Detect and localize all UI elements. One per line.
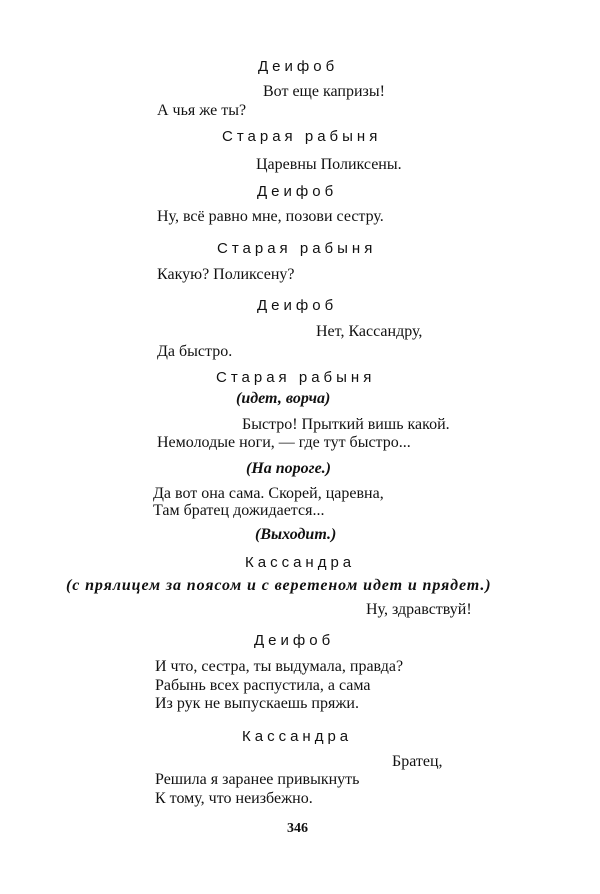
verse-line: Ну, всё равно мне, позови сестру.	[157, 208, 384, 225]
verse-line: Немолодые ноги, — где тут быстро...	[157, 434, 411, 451]
speaker-name: Кассандра	[242, 728, 353, 745]
stage-direction: (На пороге.)	[246, 460, 332, 477]
speaker-name: Кассандра	[245, 554, 356, 571]
verse-line: Нет, Кассандру,	[316, 323, 423, 340]
speaker-name: Деифоб	[257, 297, 338, 314]
verse-line: Царевны Поликсены.	[256, 156, 402, 173]
verse-line: Да вот она сама. Скорей, царевна,	[153, 485, 384, 502]
verse-line: Из рук не выпускаешь пряжи.	[155, 695, 359, 712]
verse-line: Решила я заранее привыкнуть	[155, 771, 360, 788]
speaker-name: Деифоб	[258, 58, 339, 75]
verse-line: Ну, здравствуй!	[366, 601, 472, 618]
verse-line: К тому, что неизбежно.	[155, 790, 313, 807]
stage-direction: (идет, ворча)	[236, 390, 331, 407]
verse-line: Братец,	[392, 753, 443, 770]
speaker-name: Деифоб	[254, 632, 335, 649]
verse-line: Быстро! Прыткий вишь какой.	[242, 416, 450, 433]
speaker-name: Старая рабыня	[216, 369, 376, 386]
verse-line: Там братец дожидается...	[153, 502, 325, 519]
verse-line: Вот еще капризы!	[263, 83, 385, 100]
verse-line: И что, сестра, ты выдумала, правда?	[155, 658, 404, 675]
verse-line: А чья же ты?	[157, 102, 247, 119]
page-number: 346	[287, 821, 308, 836]
verse-line: Какую? Поликсену?	[157, 266, 295, 283]
verse-line: Рабынь всех распустила, а сама	[155, 677, 371, 694]
stage-direction: (с прялицем за поясом и с веретеном идет и прядет.)	[66, 577, 492, 594]
speaker-name: Старая рабыня	[217, 240, 377, 257]
verse-line: Да быстро.	[157, 343, 233, 360]
stage-direction: (Выходит.)	[255, 526, 337, 543]
speaker-name: Старая рабыня	[222, 128, 382, 145]
speaker-name: Деифоб	[257, 183, 338, 200]
